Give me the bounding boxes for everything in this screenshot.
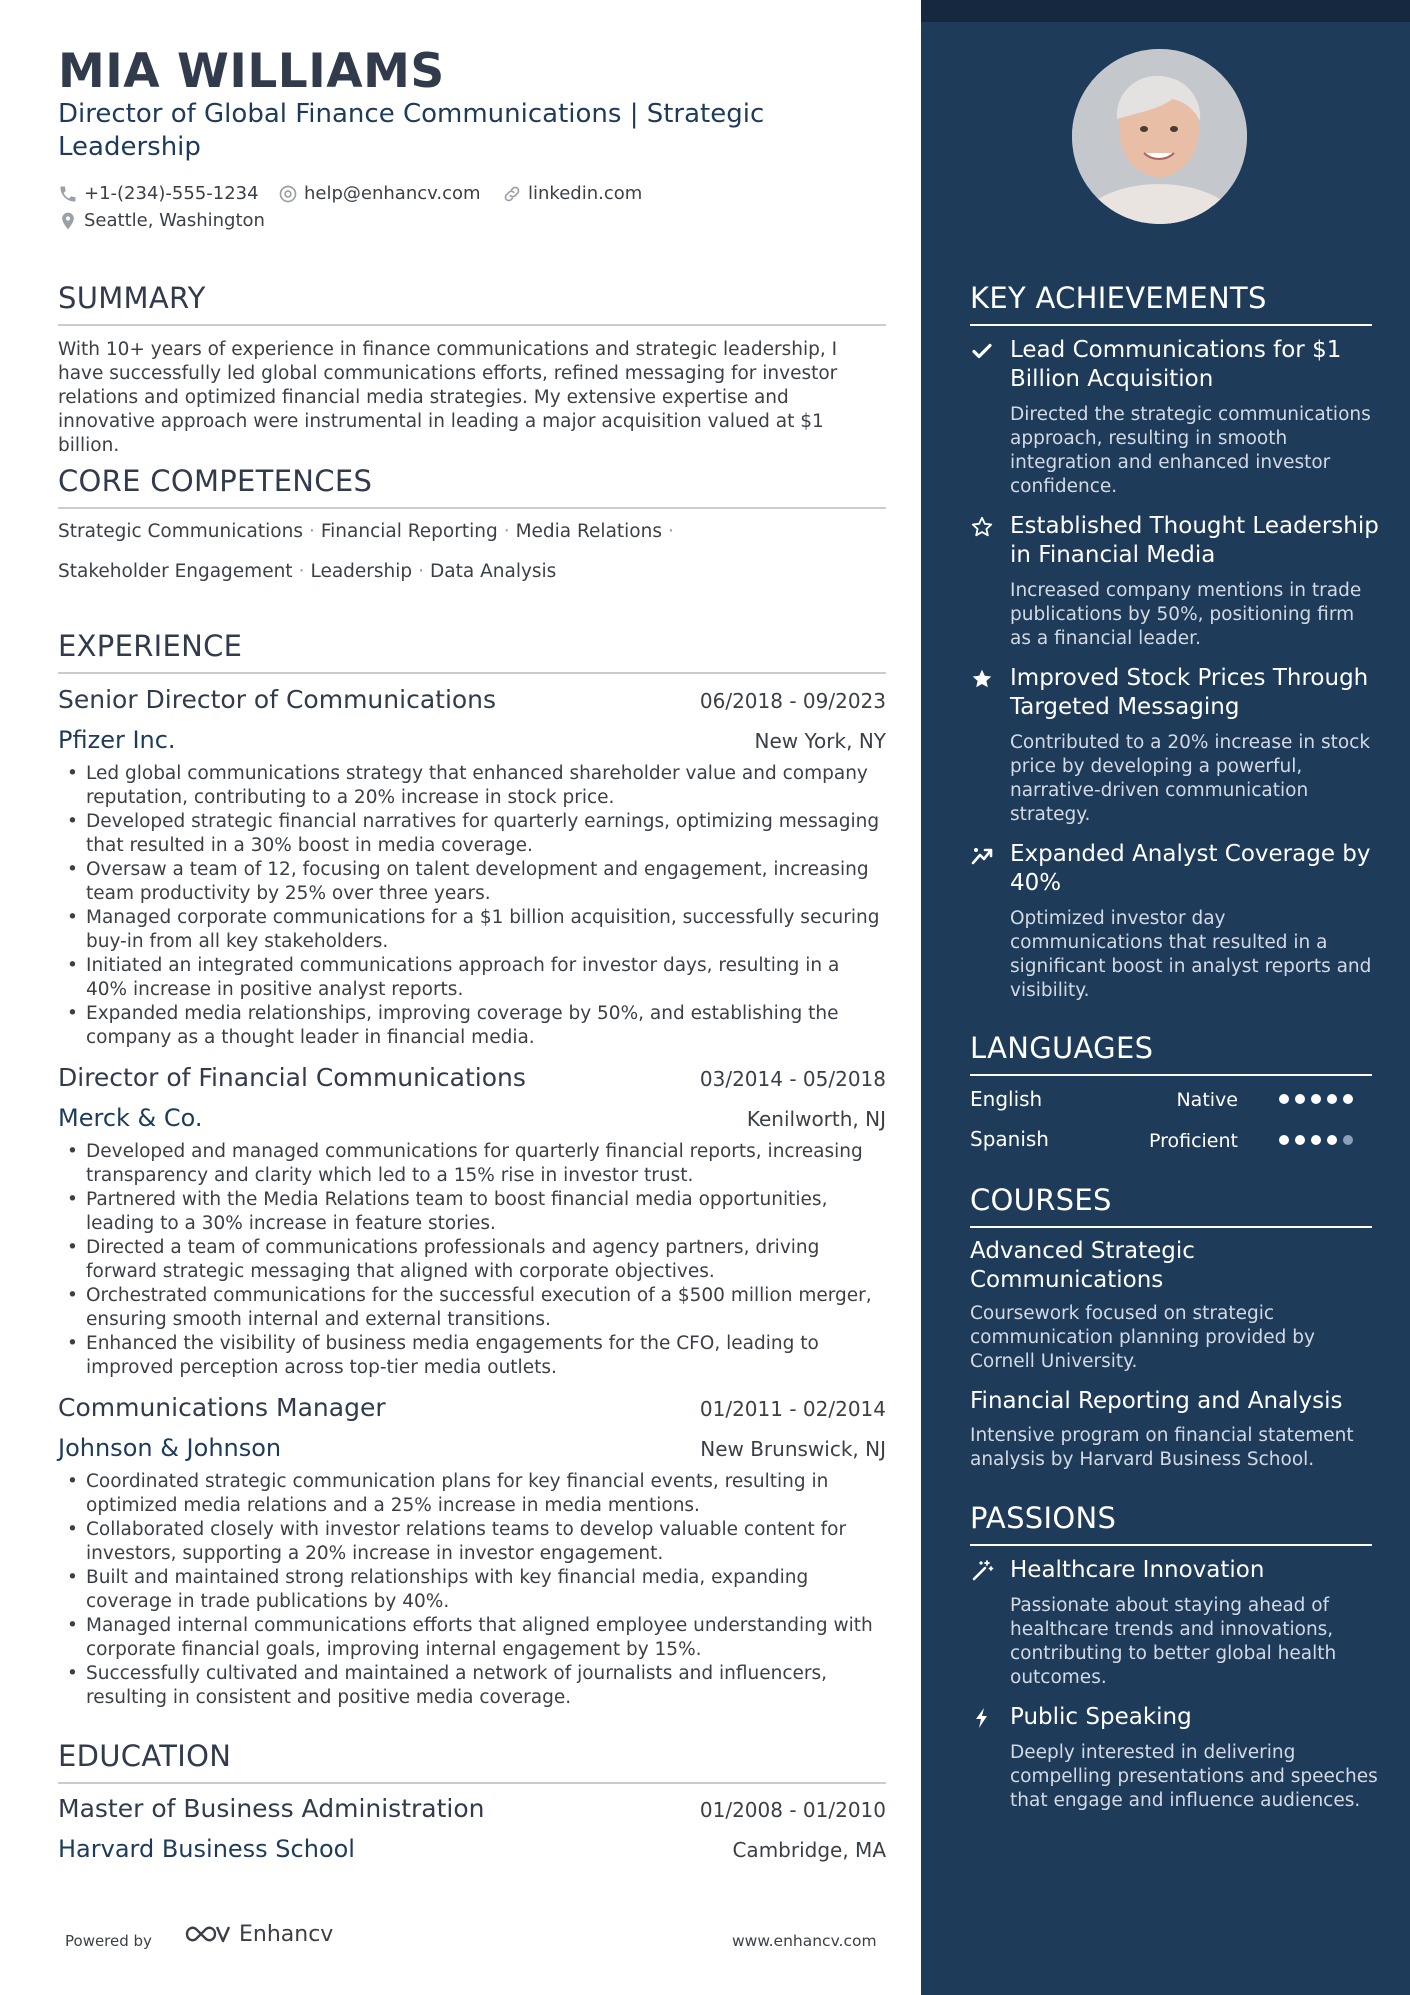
competence-item: Media Relations [515,521,662,542]
education-heading: EDUCATION [58,1738,886,1784]
star-outline-icon [970,515,994,539]
job-bullet: • Developed and managed communications for quarterly financial reports, increasing transparency and clarity which led to a 15% rise in investor trust. [86,1140,886,1188]
achievement-text: Directed the strategic communications approach, resulting in smooth integration and enhanced investor confidence. [1010,404,1371,497]
achievement-title: Improved Stock Prices Through Targeted Messaging [1010,665,1369,720]
achievement-title: Lead Communications for $1 Billion Acquisition [1010,337,1342,392]
rating-dot [1279,1135,1289,1145]
rating-dot [1311,1135,1321,1145]
job-bullets [86,762,886,1050]
job-bullet: • Collaborated closely with investor relations teams to develop valuable content for investors, supporting a 20% increase in investor engagement. [86,1518,886,1566]
footer-powered-by: Powered by [65,1932,152,1950]
job-bullet: • Directed a team of communications professionals and agency partners, driving forward strategic messaging that aligned with corporate objectives. [86,1236,886,1284]
achievement-title: Established Thought Leadership in Financial Media [1010,513,1379,568]
rating-dot [1327,1135,1337,1145]
summary-text: With 10+ years of experience in finance communications and strategic leadership, I have successfully led global communications efforts, refined messaging for investor relations and optimized financial media strategies. My extensive expertise and innovative approach were instrumental in leading a major acquisition valued at $1 billion. [58,339,838,456]
enhancv-brand-text: Enhancv [239,1921,334,1947]
rating-dot [1327,1094,1337,1104]
linkedin-text: linkedin.com [528,183,643,204]
language-name: English [970,1087,1043,1111]
language-level: Proficient [1148,1130,1238,1152]
job-role: Communications Manager [58,1393,386,1422]
course-text: Intensive program on financial statement analysis by Harvard Business School. [970,1425,1354,1470]
passion-title: Public Speaking [1010,1704,1192,1730]
job-bullets [86,1140,886,1380]
job-dates: 06/2018 - 09/2023 [699,689,886,713]
passions-heading: PASSIONS [970,1500,1372,1546]
achievement-text: Contributed to a 20% increase in stock price by developing a powerful, narrative-driven communication strategy. [1010,732,1371,825]
rating-dot [1311,1094,1321,1104]
language-rating [1279,1094,1359,1104]
language-rating [1279,1135,1359,1145]
contact-location [58,210,265,231]
job-bullet: • Developed strategic financial narratives for quarterly earnings, optimizing messaging that resulted in a 30% boost in media coverage. [86,810,886,858]
job-role: Senior Director of Communications [58,685,497,714]
language-name: Spanish [970,1127,1049,1151]
contact-email[interactable] [278,183,481,204]
competences-line-1: Strategic Communications · Financial Reporting · Media Relations · [58,521,674,542]
portrait-photo [1072,49,1247,224]
competence-item: Financial Reporting [320,521,498,542]
enhancv-logo[interactable] [183,1921,333,1947]
competences-line-2: Stakeholder Engagement · Leadership · Data Analysis [58,561,557,582]
link-icon [502,184,522,204]
passion-title: Healthcare Innovation [1010,1557,1265,1583]
job-bullet: • Partnered with the Media Relations team to boost financial media opportunities, leading to a 30% increase in feature stories. [86,1188,886,1236]
summary-heading: SUMMARY [58,280,886,326]
education-degree: Master of Business Administration [58,1794,485,1823]
job-bullet: • Orchestrated communications for the successful execution of a $500 million merger, ensuring smooth internal and external transitions. [86,1284,886,1332]
job-bullet: • Initiated an integrated communications approach for investor days, resulting in a 40% increase in positive analyst reports. [86,954,886,1002]
course-title: Advanced Strategic Communications [970,1238,1195,1293]
candidate-headline: Director of Global Finance Communications | Strategic Leadership [58,99,765,162]
education-location: Cambridge, MA [732,1838,886,1862]
rating-dot [1343,1135,1353,1145]
phone-text: +1-(234)-555-1234 [84,183,259,204]
education-dates: 01/2008 - 01/2010 [699,1798,886,1822]
passion-text: Deeply interested in delivering compelling presentations and speeches that engage and influence audiences. [1010,1742,1378,1811]
job-location: New York, NY [754,729,886,753]
competence-item: Data Analysis [430,561,557,582]
achievement-text: Increased company mentions in trade publications by 50%, positioning firm as a financial leader. [1010,580,1362,649]
rating-dot [1279,1094,1289,1104]
language-level: Native [1176,1089,1238,1111]
star-filled-icon [970,667,994,691]
languages-heading: LANGUAGES [970,1030,1372,1076]
job-company: Pfizer Inc. [58,726,176,754]
job-bullet: • Managed internal communications efforts that aligned employee understanding with corporate financial goals, improving internal engagement by 15%. [86,1614,886,1662]
magic-wand-icon [970,1559,994,1583]
achievement-title: Expanded Analyst Coverage by 40% [1010,841,1371,896]
contact-linkedin[interactable] [502,183,642,204]
job-bullet: • Successfully cultivated and maintained a network of journalists and influencers, resulting in consistent and positive media coverage. [86,1662,886,1710]
competences-heading: CORE COMPETENCES [58,463,886,509]
contact-phone[interactable] [58,183,259,204]
candidate-name: MIA WILLIAMS [58,44,445,99]
course-text: Coursework focused on strategic communication planning provided by Cornell University. [970,1303,1315,1372]
sidebar-top-bar [921,0,1410,22]
check-icon [970,339,994,363]
courses-heading: COURSES [970,1182,1372,1228]
competence-item: Stakeholder Engagement [58,561,293,582]
footer-url[interactable]: www.enhancv.com [732,1932,877,1950]
competence-item: Leadership [310,561,413,582]
passion-text: Passionate about staying ahead of healthcare trends and innovations, contributing to better global health outcomes. [1010,1595,1337,1688]
avatar [1072,49,1247,224]
job-bullet: • Built and maintained strong relationships with key financial media, expanding coverage in trade publications by 40%. [86,1566,886,1614]
job-bullet: • Managed corporate communications for a $1 billion acquisition, successfully securing buy-in from all key stakeholders. [86,906,886,954]
job-bullet: • Oversaw a team of 12, focusing on talent development and engagement, increasing team productivity by 25% over three years. [86,858,886,906]
job-dates: 01/2011 - 02/2014 [699,1397,886,1421]
job-bullets [86,1470,886,1710]
sidebar-column [921,0,1410,1995]
location-text: Seattle, Washington [84,210,265,231]
job-role: Director of Financial Communications [58,1063,526,1092]
email-text: help@enhancv.com [304,183,481,204]
at-icon [278,184,298,204]
job-company: Merck & Co. [58,1104,203,1132]
lightning-icon [970,1706,994,1730]
competence-item: Strategic Communications [58,521,303,542]
job-bullet: • Enhanced the visibility of business media engagements for the CFO, leading to improved perception across top-tier media outlets. [86,1332,886,1380]
phone-icon [58,184,78,204]
job-bullet: • Coordinated strategic communication plans for key financial events, resulting in optimized media relations and a 25% increase in media mentions. [86,1470,886,1518]
job-bullet: • Led global communications strategy that enhanced shareholder value and company reputation, contributing to a 20% increase in stock price. [86,762,886,810]
rating-dot [1295,1135,1305,1145]
experience-heading: EXPERIENCE [58,628,886,674]
job-bullet: • Expanded media relationships, improving coverage by 50%, and establishing the company as a thought leader in financial media. [86,1002,886,1050]
job-dates: 03/2014 - 05/2018 [699,1067,886,1091]
chart-trend-icon [970,843,994,867]
achievements-heading: KEY ACHIEVEMENTS [970,280,1372,326]
enhancv-logo-icon [183,1921,231,1947]
rating-dot [1295,1094,1305,1104]
job-location: New Brunswick, NJ [700,1437,886,1461]
job-location: Kenilworth, NJ [746,1107,886,1131]
education-school: Harvard Business School [58,1835,355,1863]
achievement-text: Optimized investor day communications that resulted in a significant boost in analyst reports and visibility. [1010,908,1372,1001]
job-company: Johnson & Johnson [58,1434,282,1462]
location-pin-icon [58,211,78,231]
course-title: Financial Reporting and Analysis [970,1388,1343,1414]
rating-dot [1343,1094,1353,1104]
